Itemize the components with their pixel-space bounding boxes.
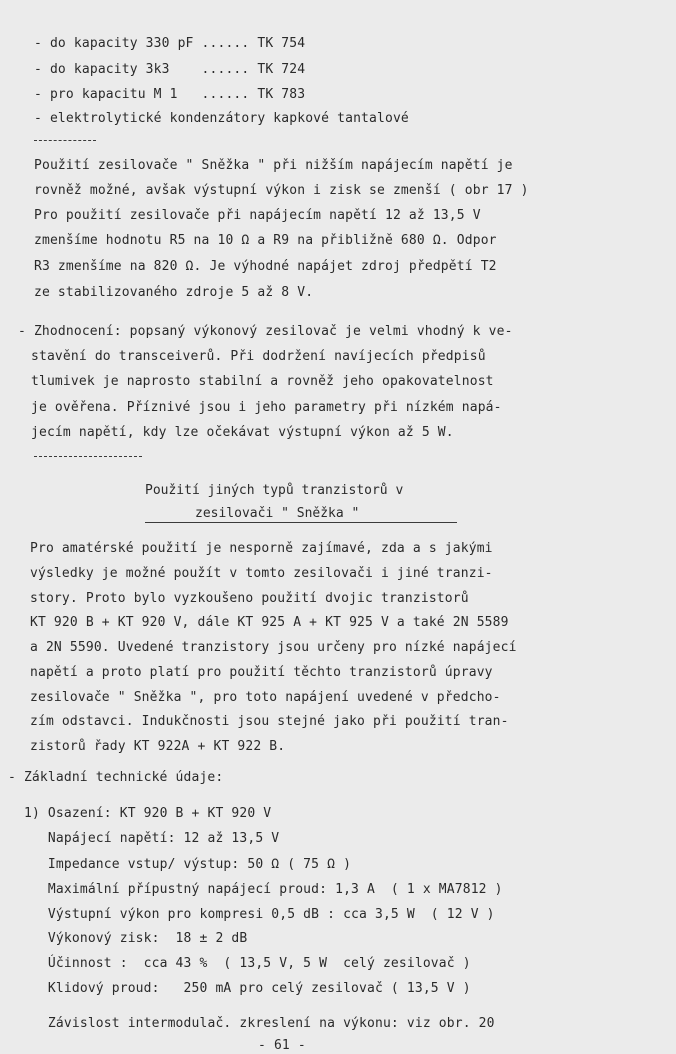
paragraph-line: ze stabilizovaného zdroje 5 až 8 V. bbox=[34, 285, 314, 300]
spec-line: 1) Osazení: KT 920 B + KT 920 V bbox=[24, 806, 272, 821]
section-heading: Použití jiných typů tranzistorů v bbox=[145, 483, 404, 498]
spec-line: Maximální přípustný napájecí proud: 1,3 A ( 1 x MA7812 ) bbox=[24, 882, 503, 897]
paragraph-line: story. Proto bylo vyzkoušeno použití dvojic tranzistorů bbox=[30, 591, 469, 606]
separator-rule bbox=[34, 456, 142, 457]
component-line: - pro kapacitu M 1 ...... TK 783 bbox=[34, 87, 306, 102]
spec-line: Závislost intermodulač. zkreslení na výkonu: viz obr. 20 bbox=[24, 1016, 495, 1031]
specs-title: - Základní technické údaje: bbox=[8, 770, 224, 785]
separator-rule bbox=[34, 140, 96, 141]
component-line: - elektrolytické kondenzátory kapkové tantalové bbox=[34, 111, 409, 126]
paragraph-line: výsledky je možné použít v tomto zesilovači i jiné tranzi- bbox=[30, 566, 493, 581]
paragraph-line: Použití zesilovače " Sněžka " při nižším napájecím napětí je bbox=[34, 158, 513, 173]
paragraph-line: a 2N 5590. Uvedené tranzistory jsou určeny pro nízké napájecí bbox=[30, 640, 517, 655]
paragraph-line: rovněž možné, avšak výstupní výkon i zisk se zmenší ( obr 17 ) bbox=[34, 183, 529, 198]
spec-line: Impedance vstup/ výstup: 50 Ω ( 75 Ω ) bbox=[24, 857, 352, 872]
paragraph-line: Pro amatérské použití je nesporně zajímavé, zda a s jakými bbox=[30, 541, 493, 556]
page-number: - 61 - bbox=[258, 1038, 306, 1053]
heading-underline bbox=[145, 522, 457, 523]
spec-line: Klidový proud: 250 mA pro celý zesilovač ( 13,5 V ) bbox=[24, 981, 471, 996]
spec-line: Výstupní výkon pro kompresi 0,5 dB : cca 3,5 W ( 12 V ) bbox=[24, 907, 495, 922]
paragraph-line: - Zhodnocení: popsaný výkonový zesilovač je velmi vhodný k ve- bbox=[18, 324, 513, 339]
section-heading: zesilovači " Sněžka " bbox=[195, 506, 360, 521]
paragraph-line: Pro použití zesilovače při napájecím napětí 12 až 13,5 V bbox=[34, 208, 481, 223]
spec-line: Výkonový zisk: 18 ± 2 dB bbox=[24, 931, 248, 946]
paragraph-line: zesilovače " Sněžka ", pro toto napájení uvedené v předcho- bbox=[30, 690, 501, 705]
spec-line: Účinnost : cca 43 % ( 13,5 V, 5 W celý zesilovač ) bbox=[24, 956, 471, 971]
paragraph-line: stavění do transceiverů. Při dodržení navíjecích předpisů bbox=[31, 349, 486, 364]
component-line: - do kapacity 3k3 ...... TK 724 bbox=[34, 62, 306, 77]
paragraph-line: KT 920 B + KT 920 V, dále KT 925 A + KT 925 V a také 2N 5589 bbox=[30, 615, 509, 630]
paragraph-line: jecím napětí, kdy lze očekávat výstupní výkon až 5 W. bbox=[31, 425, 454, 440]
paragraph-line: R3 zmenšíme na 820 Ω. Je výhodné napájet zdroj předpětí T2 bbox=[34, 259, 497, 274]
paragraph-line: napětí a proto platí pro použití těchto tranzistorů úpravy bbox=[30, 665, 493, 680]
paragraph-line: je ověřena. Příznivé jsou i jeho parametry při nízkém napá- bbox=[31, 400, 502, 415]
paragraph-line: zmenšíme hodnotu R5 na 10 Ω a R9 na přibližně 680 Ω. Odpor bbox=[34, 233, 497, 248]
spec-line: Napájecí napětí: 12 až 13,5 V bbox=[24, 831, 280, 846]
component-line: - do kapacity 330 pF ...... TK 754 bbox=[34, 36, 306, 51]
paragraph-line: zím odstavci. Indukčnosti jsou stejné jako při použití tran- bbox=[30, 714, 509, 729]
paragraph-line: tlumivek je naprosto stabilní a rovněž jeho opakovatelnost bbox=[31, 374, 494, 389]
paragraph-line: zistorů řady KT 922A + KT 922 B. bbox=[30, 739, 286, 754]
